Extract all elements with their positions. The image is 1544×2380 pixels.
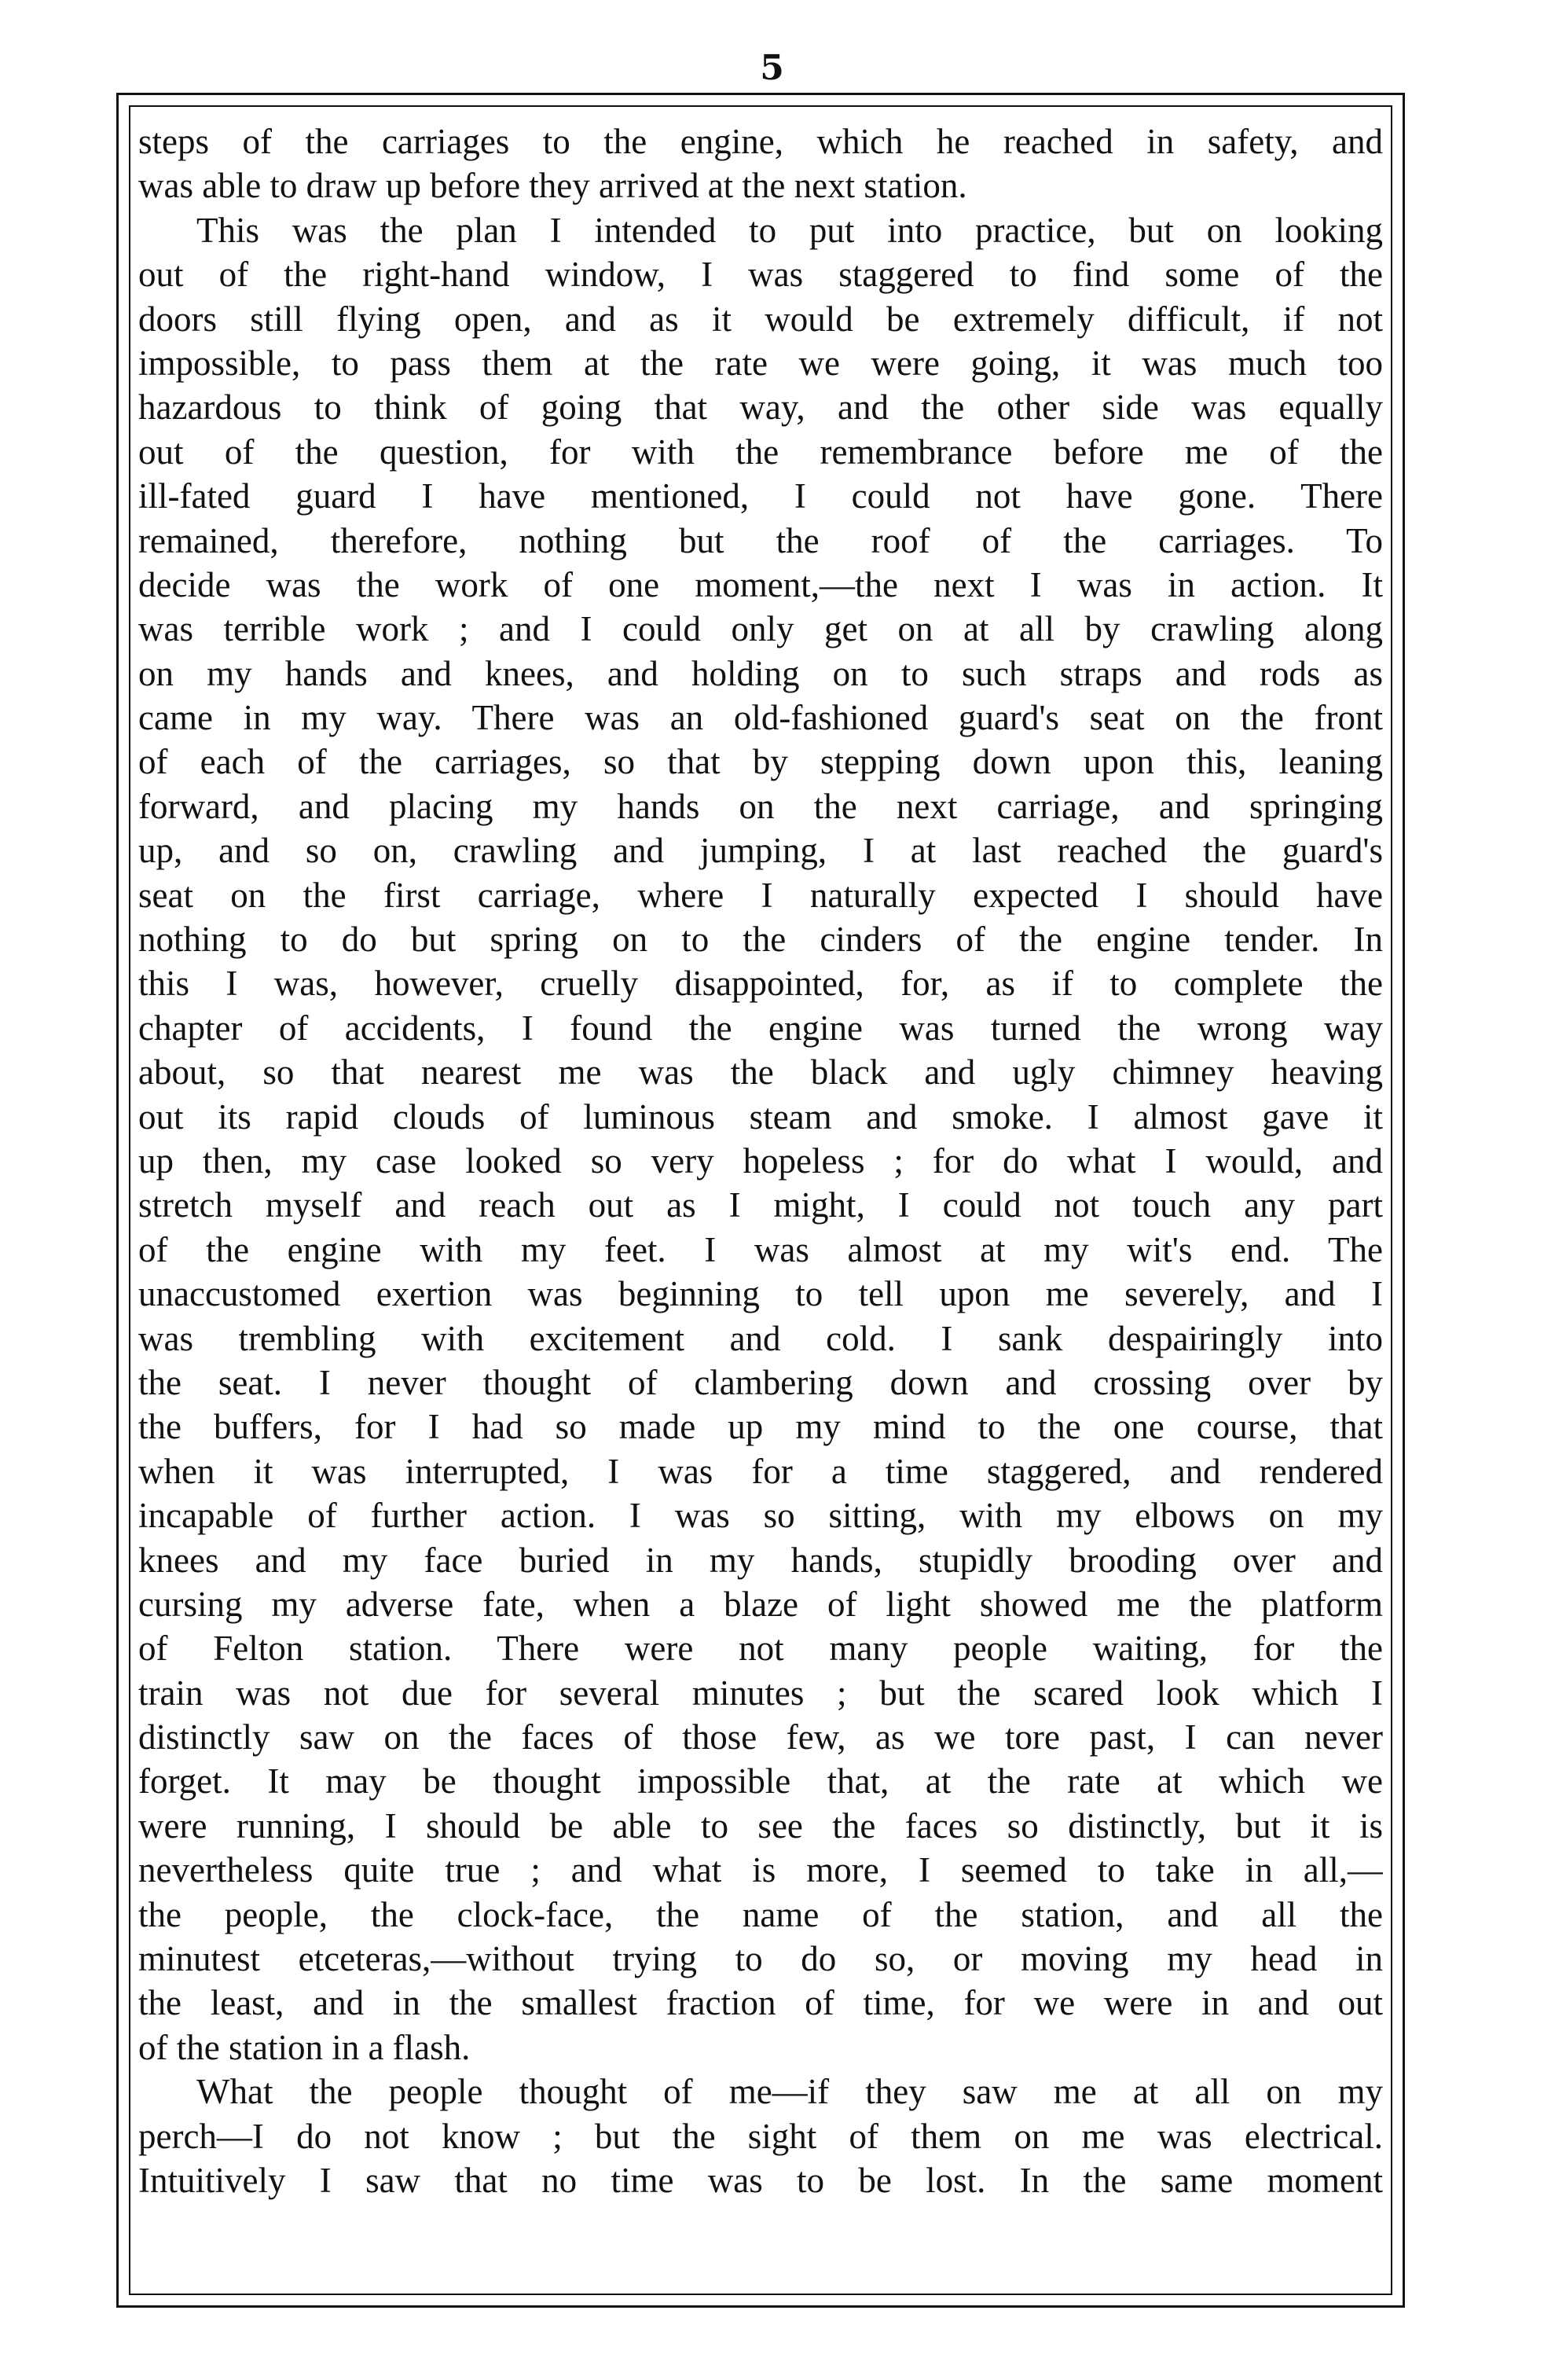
paragraph	[138, 119, 1383, 208]
text-line: What the people thought of me—if they saw me at all on my	[196, 2072, 1383, 2112]
text-line: train was not due for several minutes ; but the scared look which I	[138, 1673, 1383, 1713]
text-line: nothing to do but spring on to the cinders of the engine tender. In	[138, 920, 1383, 960]
text-line: came in my way. There was an old-fashioned guard's seat on the front	[138, 698, 1383, 738]
text-line: forget. It may be thought impossible that, at the rate at which we	[138, 1761, 1383, 1802]
text-line: distinctly saw on the faces of those few, as we tore past, I can never	[138, 1717, 1383, 1757]
text-line: were running, I should be able to see the faces so distinctly, but it is	[138, 1805, 1383, 1846]
text-line: knees and my face buried in my hands, stupidly brooding over and	[138, 1540, 1383, 1580]
text-line: ill-fated guard I have mentioned, I could not have gone. There	[138, 476, 1383, 516]
text-line: cursing my adverse fate, when a blaze of light showed me the platform	[138, 1584, 1383, 1624]
text-line: was able to draw up before they arrived at the next station.	[138, 166, 967, 206]
body-text	[138, 119, 1383, 2202]
text-line: on my hands and knees, and holding on to such straps and rods as	[138, 653, 1383, 693]
text-line: impossible, to pass them at the rate we were going, it was much too	[138, 343, 1383, 383]
text-line: out its rapid clouds of luminous steam and smoke. I almost gave it	[138, 1096, 1383, 1137]
text-line: of the station in a flash.	[138, 2027, 471, 2067]
text-line: unaccustomed exertion was beginning to tell upon me severely, and I	[138, 1274, 1383, 1314]
text-line: remained, therefore, nothing but the roof of the carriages. To	[138, 520, 1383, 560]
text-line: stretch myself and reach out as I might, I could not touch any part	[138, 1185, 1383, 1225]
text-line: the seat. I never thought of clambering down and crossing over by	[138, 1362, 1383, 1402]
text-line: forward, and placing my hands on the next carriage, and springing	[138, 786, 1383, 826]
text-line: This was the plan I intended to put into practice, but on looking	[196, 210, 1383, 250]
text-line: of the engine with my feet. I was almost at my wit's end. The	[138, 1229, 1383, 1269]
text-line: the least, and in the smallest fraction of time, for we were in and out	[138, 1983, 1383, 2023]
paragraph	[138, 2070, 1383, 2202]
text-line: Intuitively I saw that no time was to be lost. In the same moment	[138, 2160, 1383, 2200]
text-line: this I was, however, cruelly disappointed, for, as if to complete the	[138, 964, 1383, 1004]
text-line: doors still flying open, and as it would be extremely difficult, if not	[138, 299, 1383, 339]
text-line: when it was interrupted, I was for a time staggered, and rendered	[138, 1451, 1383, 1491]
text-line: of Felton station. There were not many people waiting, for the	[138, 1629, 1383, 1669]
text-line: was terrible work ; and I could only get on at all by crawling along	[138, 609, 1383, 649]
text-line: out of the question, for with the remembrance before me of the	[138, 432, 1383, 472]
text-line: minutest etceteras,—without trying to do so, or moving my head in	[138, 1939, 1383, 1979]
text-line: perch—I do not know ; but the sight of them on me was electrical.	[138, 2116, 1383, 2156]
page-number: 5	[760, 48, 784, 88]
text-line: was trembling with excitement and cold. I sank despairingly into	[138, 1318, 1383, 1358]
text-line: steps of the carriages to the engine, which he reached in safety, and	[138, 122, 1383, 161]
text-line: decide was the work of one moment,—the next I was in action. It	[138, 564, 1383, 604]
text-line: incapable of further action. I was so sitting, with my elbows on my	[138, 1496, 1383, 1536]
paragraph	[138, 208, 1383, 2070]
text-line: nevertheless quite true ; and what is more, I seemed to take in all,—	[138, 1850, 1383, 1890]
text-line: hazardous to think of going that way, and the other side was equally	[138, 387, 1383, 428]
text-line: up, and so on, crawling and jumping, I at last reached the guard's	[138, 831, 1383, 871]
text-line: the buffers, for I had so made up my mind to the one course, that	[138, 1407, 1383, 1447]
text-line: seat on the first carriage, where I naturally expected I should have	[138, 875, 1383, 915]
text-line: of each of the carriages, so that by stepping down upon this, leaning	[138, 742, 1383, 782]
text-line: out of the right-hand window, I was staggered to find some of the	[138, 255, 1383, 295]
text-line: chapter of accidents, I found the engine was turned the wrong way	[138, 1008, 1383, 1048]
text-line: the people, the clock-face, the name of the station, and all the	[138, 1894, 1383, 1934]
text-line: about, so that nearest me was the black and ugly chimney heaving	[138, 1052, 1383, 1093]
text-line: up then, my case looked so very hopeless ; for do what I would, and	[138, 1140, 1383, 1181]
